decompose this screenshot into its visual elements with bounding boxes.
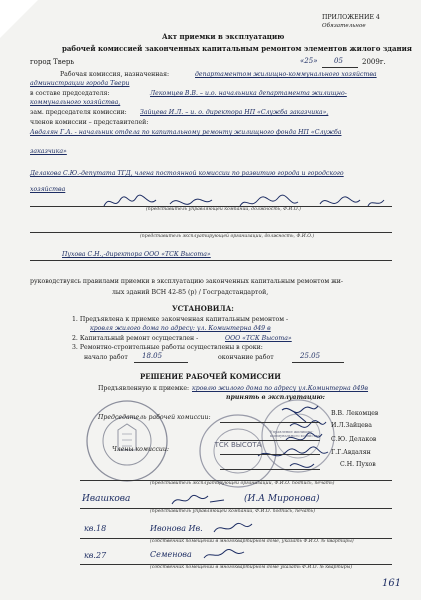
presented-label: Предъявленную к приемке: [98, 385, 190, 392]
member-1b: заказчика» [30, 148, 67, 155]
start-label: начало работ [84, 354, 128, 361]
established-heading: УСТАНОВИЛА: [172, 304, 234, 313]
established-item-2-value: ООО «ТСК Высота» [225, 335, 292, 342]
operating-caption: (представитель эксплуатирующей организации, должность, Ф.И.О.) [140, 234, 315, 239]
signature-caption-3: (собственник помещений в многоквартирном доме, указать Ф.И.О. № квартиры) [150, 539, 354, 544]
contractor: Пухова С.Н.,-директора ООО «ТСК Высота» [62, 251, 211, 258]
member-2b: хозяйства [30, 186, 66, 193]
member-name-4: Г.Г.Авдалян [331, 449, 371, 456]
handwritten-name-1: (И.А Миронова) [244, 494, 320, 504]
stamp-department-label: Управление жилищно-коммунального хозяйства [270, 430, 320, 438]
decision-heading: РЕШЕНИЕ РАБОЧЕЙ КОМИССИИ [140, 372, 281, 381]
established-item-1: 1. Предъявлена к приемке законченная капитальным ремонтом - [72, 316, 289, 323]
handwritten-signature-2: Ивонова Ив. [150, 524, 203, 533]
members-label: членов комиссии – представителей: [30, 119, 149, 126]
start-value: 18.05 [142, 352, 163, 360]
appointed-value-2: администрации города Твери [30, 80, 130, 87]
act-title: Акт приемки в эксплуатацию [162, 32, 285, 41]
signature-scribble-2 [210, 520, 270, 536]
member-name-3: С.Ю. Делаков [331, 436, 377, 443]
appointed-label: Рабочая комиссия, назначенная: [60, 71, 170, 78]
end-label: окончание работ [218, 354, 274, 361]
chair-label: Председатель рабочей комиссии: [98, 414, 211, 421]
chairman: Лекомцев В.В. – и.о. начальника департамента жилищно- [150, 90, 347, 97]
accept-text: принять в эксплуатацию: [226, 394, 325, 401]
established-item-2: 2. Капитальный ремонт осуществлен - [72, 335, 199, 342]
stamp-tsk-label: ТСК ВЫСОТА [214, 441, 262, 449]
signature-scribble-1 [168, 492, 228, 508]
deputy-label: зам. председателя комиссии: [30, 109, 127, 116]
apartment-27: кв.27 [84, 551, 107, 560]
date-month: 05 [334, 57, 343, 65]
presented-value: кровлю жилого дома по адресу ул.Коминтерна д49в [192, 385, 369, 392]
member-name-5: С.Н. Пухов [340, 461, 376, 468]
chairman-2: коммунального хозяйства, [30, 99, 121, 106]
act-subtitle: рабочей комиссией законченных капитальным ремонтом элементов жилого здания [62, 44, 412, 53]
rules-line-2: лых зданий ВСН 42-85 (р) / Госградстандартой, [112, 289, 269, 296]
established-item-1-value: кровля жилого дома по адресу: ул. Коминтерна д49 в [90, 325, 271, 332]
handwritten-signature-1: Ивашкова [82, 494, 131, 504]
established-item-3: 3. Ремонтно-строительные работы осуществлены в сроки: [72, 344, 263, 351]
page-mark: 161 [382, 578, 402, 589]
appointed-value: департаментом жилищно-коммунального хозяйства [195, 71, 377, 78]
apartment-18: кв.18 [84, 524, 107, 533]
folded-corner [0, 0, 38, 38]
handwritten-signature-3: Семенова [150, 550, 192, 559]
end-value: 25.05 [300, 352, 321, 360]
member-name-1: В.В. Лекомцев [331, 410, 379, 417]
appendix-label: ПРИЛОЖЕНИЕ 4 [322, 14, 380, 21]
management-caption: (представитель управляющей компании, должность, Ф.И.О.) [146, 207, 301, 212]
member-2: Делакова С.Ю.-депутата ТГД, члена постоянной комиссии по развитию города и городского [30, 170, 344, 177]
signature-scribble-3 [200, 546, 260, 562]
member-1: Авдалян Г.А. - начальник отдела по капитальному ремонту жилищного фонда НП «Служба [30, 129, 342, 136]
signature-caption-4: (собственник помещений в многоквартирном доме указать Ф.И.О. № квартиры) [150, 565, 353, 570]
date-year: 2009г. [362, 58, 386, 66]
deputy: Зайцева И.Л. – и. о. директора НП «Служба заказчика», [140, 109, 329, 116]
member-name-2: И.Л.Зайцева [331, 422, 372, 429]
members-label-decision: Члены комиссии: [112, 446, 169, 453]
signature-caption-1: (представитель эксплуатирующей организации, Ф.И.О. подпись, печать) [150, 481, 335, 486]
municipal-stamp [84, 398, 170, 484]
appendix-note: Обязательное [322, 23, 366, 29]
composition-label: в составе председателя: [30, 90, 110, 97]
city: город Тверь [30, 58, 75, 66]
signature-caption-2: (представитель управляющей компании, Ф.И.О. подпись, печать) [150, 509, 316, 514]
rules-line-1: руководствуясь правилами приемки в эксплуатацию законченных капитальным ремонтом жи- [30, 278, 344, 285]
date-day: «25» [300, 57, 318, 65]
